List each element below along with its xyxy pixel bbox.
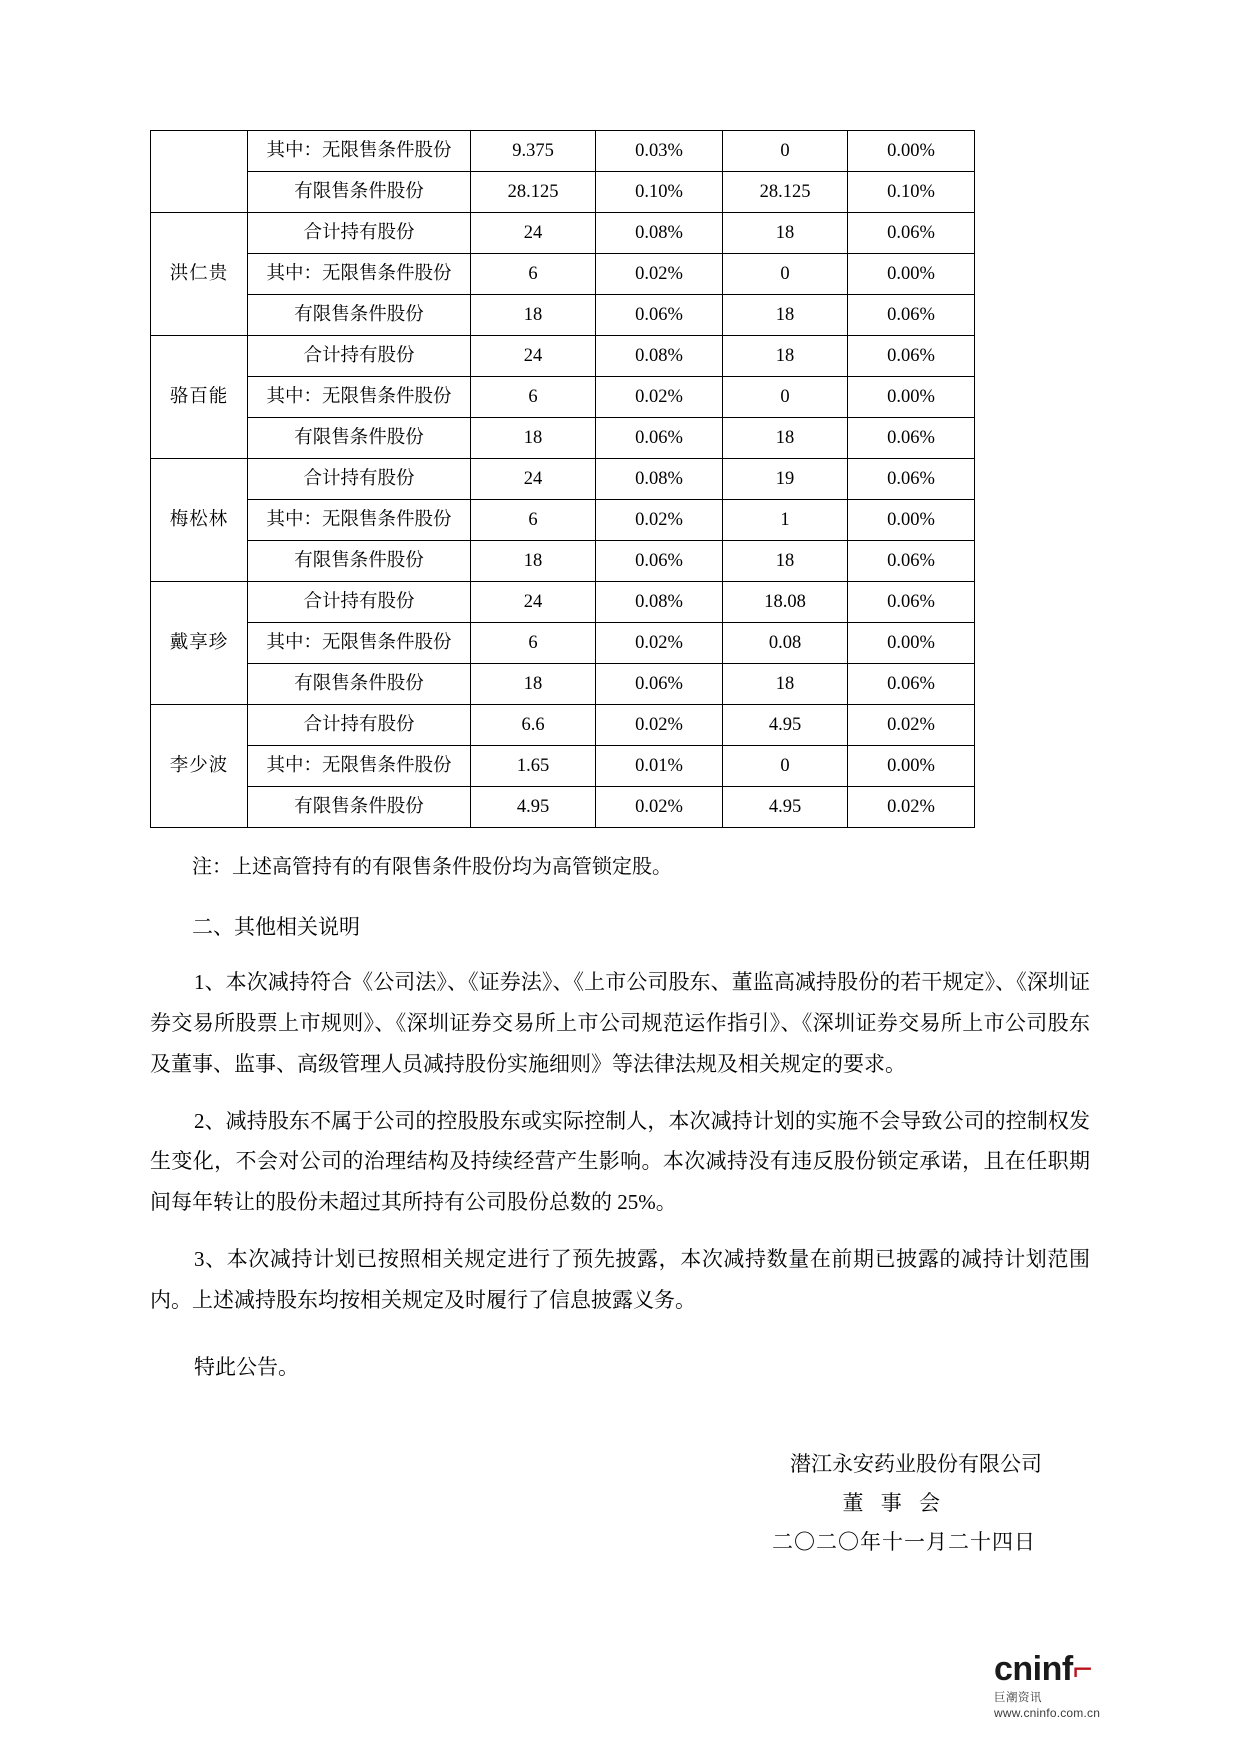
row-value-before: 6.6 [471, 705, 596, 746]
row-value-before: 9.375 [471, 131, 596, 172]
row-value-after: 0.08 [723, 623, 848, 664]
table-row [151, 541, 975, 582]
row-name-cell: 梅松林 [151, 459, 248, 582]
paragraph-1: 1、本次减持符合《公司法》、《证券法》、《上市公司股东、董监高减持股份的若干规定》、《深圳证券交易所股票上市规则》、《深圳证券交易所上市公司规范运作指引》、《深圳证券交易所上市公司股东及董事、监事、高级管理人员减持股份实施细则》等法律法规及相关规定的要求。 [150, 969, 1090, 1076]
row-item-label: 合计持有股份 [248, 582, 471, 623]
row-value-before: 24 [471, 582, 596, 623]
logo-main-text: cninf [994, 1650, 1073, 1688]
row-pct-before: 0.02% [596, 500, 723, 541]
signature-board: 董 事 会 [842, 1490, 946, 1515]
row-pct-after: 0.00% [848, 623, 975, 664]
row-value-before: 24 [471, 213, 596, 254]
row-pct-before: 0.03% [596, 131, 723, 172]
row-value-after: 19 [723, 459, 848, 500]
row-pct-after: 0.10% [848, 172, 975, 213]
row-pct-before: 0.02% [596, 254, 723, 295]
table-row [151, 418, 975, 459]
closing-statement: 特此公告。 [194, 1355, 299, 1380]
paragraph-3: 3、本次减持计划已按照相关规定进行了预先披露，本次减持数量在前期已披露的减持计划范围内。上述减持股东均按相关规定及时履行了信息披露义务。 [150, 1247, 1090, 1313]
table-row [151, 254, 975, 295]
row-value-after: 18 [723, 541, 848, 582]
row-name-cell: 李少波 [151, 705, 248, 828]
shareholding-table [150, 130, 975, 828]
row-pct-after: 0.02% [848, 705, 975, 746]
table-row [151, 664, 975, 705]
row-value-before: 18 [471, 418, 596, 459]
row-item-label: 有限售条件股份 [248, 172, 471, 213]
row-pct-after: 0.02% [848, 787, 975, 828]
row-pct-after: 0.00% [848, 377, 975, 418]
cninfo-logo [994, 1652, 1194, 1720]
row-pct-before: 0.02% [596, 377, 723, 418]
logo-wordmark [994, 1652, 1194, 1686]
row-name-cell: 戴享珍 [151, 582, 248, 705]
row-item-label: 其中：无限售条件股份 [248, 131, 471, 172]
row-pct-before: 0.06% [596, 295, 723, 336]
row-item-label: 其中：无限售条件股份 [248, 254, 471, 295]
row-item-label: 有限售条件股份 [248, 418, 471, 459]
row-pct-before: 0.06% [596, 541, 723, 582]
table-row [151, 582, 975, 623]
row-value-before: 6 [471, 377, 596, 418]
row-item-label: 合计持有股份 [248, 336, 471, 377]
row-pct-before: 0.02% [596, 705, 723, 746]
signature-date: 二〇二〇年十一月二十四日 [772, 1529, 1036, 1554]
row-pct-after: 0.06% [848, 295, 975, 336]
row-pct-before: 0.06% [596, 664, 723, 705]
row-value-after: 28.125 [723, 172, 848, 213]
logo-tail-mark: ⌐ [1072, 1650, 1093, 1688]
row-value-before: 18 [471, 295, 596, 336]
row-value-before: 6 [471, 623, 596, 664]
row-pct-before: 0.01% [596, 746, 723, 787]
row-item-label: 有限售条件股份 [248, 664, 471, 705]
table-note: 注：上述高管持有的有限售条件股份均为高管锁定股。 [192, 856, 672, 878]
page-content [150, 130, 1090, 1562]
row-value-before: 24 [471, 336, 596, 377]
table-row [151, 623, 975, 664]
row-pct-after: 0.06% [848, 336, 975, 377]
row-value-before: 6 [471, 254, 596, 295]
table-row [151, 705, 975, 746]
row-value-before: 24 [471, 459, 596, 500]
row-pct-before: 0.08% [596, 459, 723, 500]
row-item-label: 合计持有股份 [248, 705, 471, 746]
row-value-after: 0 [723, 377, 848, 418]
row-value-before: 1.65 [471, 746, 596, 787]
table-row [151, 336, 975, 377]
row-pct-after: 0.00% [848, 254, 975, 295]
table-row [151, 459, 975, 500]
section-heading-other-notes: 二、其他相关说明 [192, 915, 360, 939]
row-pct-after: 0.00% [848, 131, 975, 172]
row-value-after: 18.08 [723, 582, 848, 623]
row-pct-after: 0.06% [848, 418, 975, 459]
table-row [151, 295, 975, 336]
row-value-after: 0 [723, 746, 848, 787]
table-row [151, 746, 975, 787]
logo-url: www.cninfo.com.cn [994, 1706, 1101, 1720]
table-row [151, 377, 975, 418]
row-value-after: 4.95 [723, 787, 848, 828]
table-body [151, 131, 975, 828]
row-pct-before: 0.10% [596, 172, 723, 213]
row-pct-after: 0.06% [848, 213, 975, 254]
row-pct-after: 0.00% [848, 746, 975, 787]
table-row [151, 213, 975, 254]
row-pct-before: 0.08% [596, 213, 723, 254]
logo-subtitle: 巨潮资讯 [994, 1692, 1042, 1704]
signature-block [150, 1445, 1090, 1562]
row-value-before: 28.125 [471, 172, 596, 213]
row-item-label: 有限售条件股份 [248, 787, 471, 828]
row-pct-before: 0.02% [596, 623, 723, 664]
row-pct-after: 0.06% [848, 541, 975, 582]
row-item-label: 其中：无限售条件股份 [248, 500, 471, 541]
row-value-after: 18 [723, 213, 848, 254]
table-row [151, 172, 975, 213]
row-value-before: 18 [471, 664, 596, 705]
row-value-before: 18 [471, 541, 596, 582]
row-name-cell [151, 131, 248, 213]
row-pct-before: 0.06% [596, 418, 723, 459]
row-pct-after: 0.06% [848, 459, 975, 500]
row-value-after: 1 [723, 500, 848, 541]
row-item-label: 其中：无限售条件股份 [248, 623, 471, 664]
row-value-after: 18 [723, 418, 848, 459]
row-pct-after: 0.00% [848, 500, 975, 541]
row-item-label: 其中：无限售条件股份 [248, 746, 471, 787]
row-pct-before: 0.08% [596, 582, 723, 623]
row-value-after: 18 [723, 295, 848, 336]
row-item-label: 有限售条件股份 [248, 541, 471, 582]
row-value-before: 4.95 [471, 787, 596, 828]
table-row [151, 500, 975, 541]
signature-company: 潜江永安药业股份有限公司 [790, 1451, 1042, 1476]
row-value-after: 0 [723, 254, 848, 295]
paragraph-2: 2、减持股东不属于公司的控股股东或实际控制人，本次减持计划的实施不会导致公司的控制权发生变化，不会对公司的治理结构及持续经营产生影响。本次减持没有违反股份锁定承诺，且在任职期间每年转让的股份未超过其所持有公司股份总数的 25%。 [150, 1108, 1090, 1215]
row-pct-before: 0.08% [596, 336, 723, 377]
row-value-before: 6 [471, 500, 596, 541]
row-pct-after: 0.06% [848, 582, 975, 623]
table-row [151, 787, 975, 828]
row-value-after: 0 [723, 131, 848, 172]
row-value-after: 4.95 [723, 705, 848, 746]
row-item-label: 合计持有股份 [248, 213, 471, 254]
row-value-after: 18 [723, 664, 848, 705]
row-item-label: 其中：无限售条件股份 [248, 377, 471, 418]
row-pct-before: 0.02% [596, 787, 723, 828]
row-pct-after: 0.06% [848, 664, 975, 705]
table-row [151, 131, 975, 172]
row-name-cell: 骆百能 [151, 336, 248, 459]
row-item-label: 有限售条件股份 [248, 295, 471, 336]
row-name-cell: 洪仁贵 [151, 213, 248, 336]
row-item-label: 合计持有股份 [248, 459, 471, 500]
row-value-after: 18 [723, 336, 848, 377]
